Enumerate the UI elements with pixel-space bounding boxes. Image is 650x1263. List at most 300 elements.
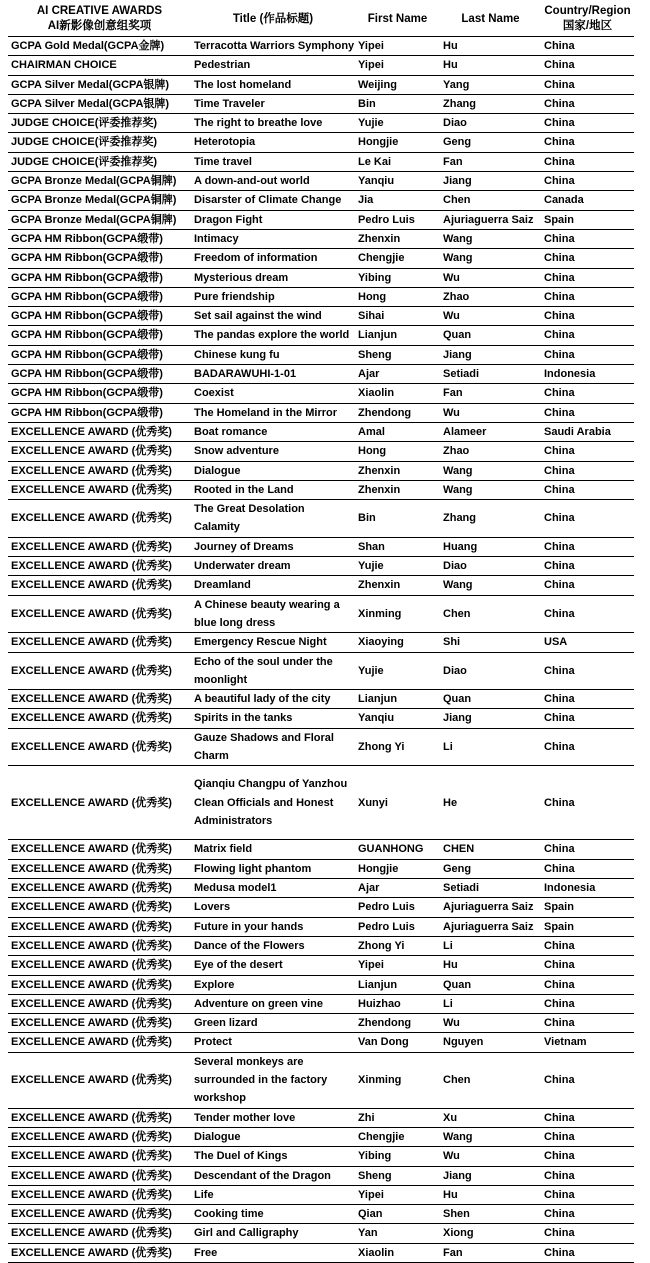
title-cell: Future in your hands — [191, 917, 355, 936]
title-cell: Girl and Calligraphy — [191, 1224, 355, 1243]
country-cell: China — [541, 652, 634, 690]
table-row — [8, 1185, 634, 1204]
last-name-cell: Jiang — [440, 1166, 541, 1185]
title-column-header: Title (作品标题) — [191, 2, 355, 37]
country-cell: China — [541, 936, 634, 955]
table-row — [8, 287, 634, 306]
country-cell: China — [541, 114, 634, 133]
table-row — [8, 210, 634, 229]
title-cell: The right to breathe love — [191, 114, 355, 133]
last-name-cell: Wang — [440, 480, 541, 499]
country-cell: China — [541, 1052, 634, 1108]
title-cell: Snow adventure — [191, 442, 355, 461]
country-cell: China — [541, 56, 634, 75]
last-name-cell: Jiang — [440, 709, 541, 728]
award-cell: GCPA Bronze Medal(GCPA铜牌) — [8, 172, 191, 191]
last-name-cell: Geng — [440, 133, 541, 152]
first-name-cell: Xinming — [355, 1052, 440, 1108]
title-cell: Explore — [191, 975, 355, 994]
title-cell: Dragon Fight — [191, 210, 355, 229]
country-cell: Indonesia — [541, 879, 634, 898]
first-name-cell: Yipei — [355, 56, 440, 75]
last-name-cell: Xu — [440, 1108, 541, 1127]
table-row — [8, 94, 634, 113]
award-cell: EXCELLENCE AWARD (优秀奖) — [8, 728, 191, 766]
last-name-cell: Hu — [440, 956, 541, 975]
first-name-cell: Sheng — [355, 345, 440, 364]
country-cell: China — [541, 956, 634, 975]
title-cell: Medusa model1 — [191, 879, 355, 898]
first-name-cell: Sheng — [355, 1166, 440, 1185]
first-name-cell: Hongjie — [355, 859, 440, 878]
award-cell: EXCELLENCE AWARD (优秀奖) — [8, 422, 191, 441]
award-cell: GCPA HM Ribbon(GCPA缎带) — [8, 345, 191, 364]
table-row — [8, 191, 634, 210]
award-cell: EXCELLENCE AWARD (优秀奖) — [8, 1033, 191, 1052]
country-cell: China — [541, 152, 634, 171]
first-name-cell: Pedro Luis — [355, 917, 440, 936]
country-cell: China — [541, 480, 634, 499]
award-cell: GCPA HM Ribbon(GCPA缎带) — [8, 365, 191, 384]
last-name-cell: Wang — [440, 229, 541, 248]
award-cell: EXCELLENCE AWARD (优秀奖) — [8, 500, 191, 538]
country-cell: China — [541, 537, 634, 556]
first-name-cell: Xinming — [355, 595, 440, 633]
title-cell: Mysterious dream — [191, 268, 355, 287]
country-header-line1: Country/Region — [544, 5, 631, 17]
title-cell: The Duel of Kings — [191, 1147, 355, 1166]
table-body — [8, 37, 634, 1263]
country-cell: China — [541, 172, 634, 191]
first-name-cell: Hong — [355, 442, 440, 461]
last-name-cell: Quan — [440, 326, 541, 345]
title-cell: Cooking time — [191, 1205, 355, 1224]
country-cell: China — [541, 595, 634, 633]
country-cell: China — [541, 1243, 634, 1262]
title-cell: Journey of Dreams — [191, 537, 355, 556]
last-name-cell: Jiang — [440, 345, 541, 364]
last-name-cell: Geng — [440, 859, 541, 878]
last-name-cell: Quan — [440, 975, 541, 994]
award-cell: EXCELLENCE AWARD (优秀奖) — [8, 994, 191, 1013]
award-cell: JUDGE CHOICE(评委推荐奖) — [8, 152, 191, 171]
first-name-cell: Huizhao — [355, 994, 440, 1013]
table-row — [8, 152, 634, 171]
country-cell: China — [541, 859, 634, 878]
award-cell: EXCELLENCE AWARD (优秀奖) — [8, 1185, 191, 1204]
title-cell: Emergency Rescue Night — [191, 633, 355, 652]
first-name-cell: Amal — [355, 422, 440, 441]
award-cell: EXCELLENCE AWARD (优秀奖) — [8, 1127, 191, 1146]
award-cell: EXCELLENCE AWARD (优秀奖) — [8, 576, 191, 595]
last-name-cell: Diao — [440, 557, 541, 576]
first-name-cell: Pedro Luis — [355, 210, 440, 229]
table-row — [8, 840, 634, 859]
title-cell: The Homeland in the Mirror — [191, 403, 355, 422]
award-cell: EXCELLENCE AWARD (优秀奖) — [8, 690, 191, 709]
table-row — [8, 56, 634, 75]
first-name-cell: Lianjun — [355, 690, 440, 709]
award-cell: EXCELLENCE AWARD (优秀奖) — [8, 975, 191, 994]
last-name-cell: CHEN — [440, 840, 541, 859]
country-cell: China — [541, 1147, 634, 1166]
title-cell: The lost homeland — [191, 75, 355, 94]
first-name-cell: Yipei — [355, 37, 440, 56]
first-name-cell: Zhenxin — [355, 576, 440, 595]
last-name-cell: Ajuriaguerra Saiz — [440, 898, 541, 917]
title-cell: Dreamland — [191, 576, 355, 595]
table-row — [8, 898, 634, 917]
country-cell: China — [541, 576, 634, 595]
award-cell: GCPA Bronze Medal(GCPA铜牌) — [8, 191, 191, 210]
table-row — [8, 500, 634, 538]
title-cell: Qianqiu Changpu of Yanzhou Clean Officials and Honest Administrators — [191, 766, 355, 840]
last-name-cell: Hu — [440, 56, 541, 75]
title-cell: Dance of the Flowers — [191, 936, 355, 955]
country-cell: China — [541, 442, 634, 461]
first-name-cell: Xiaolin — [355, 1243, 440, 1262]
country-cell: China — [541, 557, 634, 576]
country-cell: China — [541, 461, 634, 480]
first-name-cell: Yibing — [355, 1147, 440, 1166]
award-cell: GCPA HM Ribbon(GCPA缎带) — [8, 229, 191, 248]
last-name-cell: Zhao — [440, 442, 541, 461]
country-cell: China — [541, 728, 634, 766]
first-name-cell: Zhendong — [355, 1014, 440, 1033]
first-name-cell: Weijing — [355, 75, 440, 94]
last-name-cell: He — [440, 766, 541, 840]
country-cell: China — [541, 249, 634, 268]
country-cell: China — [541, 75, 634, 94]
award-cell: GCPA HM Ribbon(GCPA缎带) — [8, 249, 191, 268]
first-name-cell: Yipei — [355, 956, 440, 975]
title-cell: Descendant of the Dragon — [191, 1166, 355, 1185]
title-cell: Matrix field — [191, 840, 355, 859]
award-cell: EXCELLENCE AWARD (优秀奖) — [8, 917, 191, 936]
country-cell: China — [541, 690, 634, 709]
table-row — [8, 307, 634, 326]
title-cell: Life — [191, 1185, 355, 1204]
title-cell: Green lizard — [191, 1014, 355, 1033]
last-name-cell: Li — [440, 728, 541, 766]
last-name-cell: Wang — [440, 461, 541, 480]
first-name-cell: Le Kai — [355, 152, 440, 171]
last-name-cell: Chen — [440, 191, 541, 210]
first-name-cell: Sihai — [355, 307, 440, 326]
country-column-header — [541, 2, 634, 37]
first-name-cell: Yanqiu — [355, 709, 440, 728]
first-name-cell: Pedro Luis — [355, 898, 440, 917]
table-row — [8, 384, 634, 403]
award-cell: EXCELLENCE AWARD (优秀奖) — [8, 709, 191, 728]
table-row — [8, 326, 634, 345]
award-cell: EXCELLENCE AWARD (优秀奖) — [8, 1243, 191, 1262]
award-cell: EXCELLENCE AWARD (优秀奖) — [8, 1108, 191, 1127]
table-row — [8, 1108, 634, 1127]
last-name-cell: Shen — [440, 1205, 541, 1224]
country-cell: Spain — [541, 917, 634, 936]
table-row — [8, 766, 634, 840]
title-cell: Gauze Shadows and Floral Charm — [191, 728, 355, 766]
awards-table — [8, 2, 634, 1263]
table-row — [8, 422, 634, 441]
last-name-cell: Hu — [440, 37, 541, 56]
country-cell: China — [541, 975, 634, 994]
country-cell: China — [541, 345, 634, 364]
table-row — [8, 595, 634, 633]
title-cell: The pandas explore the world — [191, 326, 355, 345]
country-cell: China — [541, 994, 634, 1013]
country-cell: China — [541, 840, 634, 859]
title-cell: Pure friendship — [191, 287, 355, 306]
last-name-cell: Nguyen — [440, 1033, 541, 1052]
award-cell: EXCELLENCE AWARD (优秀奖) — [8, 1166, 191, 1185]
title-cell: Chinese kung fu — [191, 345, 355, 364]
table-row — [8, 1243, 634, 1262]
country-cell: Spain — [541, 210, 634, 229]
first-name-cell: Jia — [355, 191, 440, 210]
first-name-cell: Ajar — [355, 879, 440, 898]
award-cell: CHAIRMAN CHOICE — [8, 56, 191, 75]
award-cell: EXCELLENCE AWARD (优秀奖) — [8, 1052, 191, 1108]
last-name-cell: Fan — [440, 1243, 541, 1262]
country-cell: China — [541, 1014, 634, 1033]
table-row — [8, 365, 634, 384]
first-name-cell: Zhong Yi — [355, 728, 440, 766]
last-name-cell: Ajuriaguerra Saiz — [440, 210, 541, 229]
table-row — [8, 537, 634, 556]
country-cell: China — [541, 1166, 634, 1185]
award-cell: EXCELLENCE AWARD (优秀奖) — [8, 879, 191, 898]
table-row — [8, 994, 634, 1013]
title-cell: Boat romance — [191, 422, 355, 441]
first-name-cell: Yipei — [355, 1185, 440, 1204]
last-name-cell: Yang — [440, 75, 541, 94]
country-cell: Indonesia — [541, 365, 634, 384]
title-cell: Heterotopia — [191, 133, 355, 152]
title-cell: Dialogue — [191, 461, 355, 480]
table-row — [8, 172, 634, 191]
title-cell: Echo of the soul under the moonlight — [191, 652, 355, 690]
last-name-cell: Wu — [440, 268, 541, 287]
table-row — [8, 956, 634, 975]
title-cell: Disarster of Climate Change — [191, 191, 355, 210]
title-cell: Dialogue — [191, 1127, 355, 1146]
country-cell: China — [541, 268, 634, 287]
last-name-cell: Wang — [440, 576, 541, 595]
first-name-cell: Lianjun — [355, 326, 440, 345]
title-cell: Tender mother love — [191, 1108, 355, 1127]
country-cell: China — [541, 133, 634, 152]
table-row — [8, 690, 634, 709]
first-name-cell: Xiaolin — [355, 384, 440, 403]
title-cell: Coexist — [191, 384, 355, 403]
table-row — [8, 442, 634, 461]
award-cell: EXCELLENCE AWARD (优秀奖) — [8, 537, 191, 556]
award-cell: EXCELLENCE AWARD (优秀奖) — [8, 956, 191, 975]
country-cell: China — [541, 1127, 634, 1146]
country-cell: Vietnam — [541, 1033, 634, 1052]
last-name-cell: Wu — [440, 307, 541, 326]
country-cell: Spain — [541, 898, 634, 917]
table-row — [8, 1147, 634, 1166]
last-name-cell: Hu — [440, 1185, 541, 1204]
title-cell: Rooted in the Land — [191, 480, 355, 499]
table-row — [8, 1014, 634, 1033]
last-name-cell: Wu — [440, 403, 541, 422]
table-row — [8, 936, 634, 955]
last-name-cell: Quan — [440, 690, 541, 709]
table-row — [8, 1127, 634, 1146]
country-cell: China — [541, 1185, 634, 1204]
last-name-cell: Li — [440, 994, 541, 1013]
award-cell: GCPA Bronze Medal(GCPA铜牌) — [8, 210, 191, 229]
table-row — [8, 728, 634, 766]
award-cell: GCPA HM Ribbon(GCPA缎带) — [8, 307, 191, 326]
first-name-cell: Yan — [355, 1224, 440, 1243]
country-cell: China — [541, 307, 634, 326]
last-name-cell: Wang — [440, 1127, 541, 1146]
last-name-cell: Jiang — [440, 172, 541, 191]
title-cell: The Great Desolation Calamity — [191, 500, 355, 538]
last-name-cell: Zhang — [440, 94, 541, 113]
last-name-column-header: Last Name — [440, 2, 541, 37]
first-name-cell: GUANHONG — [355, 840, 440, 859]
last-name-cell: Setiadi — [440, 879, 541, 898]
last-name-cell: Fan — [440, 384, 541, 403]
table-row — [8, 480, 634, 499]
first-name-cell: Yibing — [355, 268, 440, 287]
table-row — [8, 917, 634, 936]
last-name-cell: Wang — [440, 249, 541, 268]
title-cell: Set sail against the wind — [191, 307, 355, 326]
first-name-cell: Bin — [355, 500, 440, 538]
last-name-cell: Diao — [440, 114, 541, 133]
award-cell: EXCELLENCE AWARD (优秀奖) — [8, 1205, 191, 1224]
award-cell: EXCELLENCE AWARD (优秀奖) — [8, 442, 191, 461]
table-row — [8, 403, 634, 422]
header-row — [8, 2, 634, 37]
table-row — [8, 1166, 634, 1185]
table-row — [8, 461, 634, 480]
last-name-cell: Zhang — [440, 500, 541, 538]
award-cell: JUDGE CHOICE(评委推荐奖) — [8, 114, 191, 133]
country-cell: China — [541, 766, 634, 840]
title-cell: Intimacy — [191, 229, 355, 248]
award-cell: GCPA HM Ribbon(GCPA缎带) — [8, 326, 191, 345]
first-name-cell: Shan — [355, 537, 440, 556]
first-name-cell: Van Dong — [355, 1033, 440, 1052]
table-row — [8, 975, 634, 994]
table-row — [8, 652, 634, 690]
title-cell: Time Traveler — [191, 94, 355, 113]
last-name-cell: Huang — [440, 537, 541, 556]
award-cell: EXCELLENCE AWARD (优秀奖) — [8, 595, 191, 633]
title-cell: Spirits in the tanks — [191, 709, 355, 728]
table-row — [8, 75, 634, 94]
table-row — [8, 133, 634, 152]
last-name-cell: Xiong — [440, 1224, 541, 1243]
table-row — [8, 1205, 634, 1224]
award-cell: JUDGE CHOICE(评委推荐奖) — [8, 133, 191, 152]
award-cell: EXCELLENCE AWARD (优秀奖) — [8, 480, 191, 499]
award-cell: EXCELLENCE AWARD (优秀奖) — [8, 1147, 191, 1166]
first-name-cell: Zhong Yi — [355, 936, 440, 955]
first-name-cell: Hongjie — [355, 133, 440, 152]
title-cell: A down-and-out world — [191, 172, 355, 191]
country-cell: China — [541, 1224, 634, 1243]
table-row — [8, 268, 634, 287]
title-cell: Time travel — [191, 152, 355, 171]
award-cell: EXCELLENCE AWARD (优秀奖) — [8, 859, 191, 878]
first-name-cell: Zhenxin — [355, 461, 440, 480]
country-cell: China — [541, 1108, 634, 1127]
last-name-cell: Wu — [440, 1014, 541, 1033]
title-cell: Several monkeys are surrounded in the factory workshop — [191, 1052, 355, 1108]
country-cell: China — [541, 94, 634, 113]
award-cell: EXCELLENCE AWARD (优秀奖) — [8, 557, 191, 576]
award-cell: GCPA Gold Medal(GCPA金牌) — [8, 37, 191, 56]
title-cell: Free — [191, 1243, 355, 1262]
country-cell: China — [541, 287, 634, 306]
last-name-cell: Zhao — [440, 287, 541, 306]
award-column-header — [8, 2, 191, 37]
award-cell: EXCELLENCE AWARD (优秀奖) — [8, 840, 191, 859]
country-cell: Saudi Arabia — [541, 422, 634, 441]
first-name-cell: Lianjun — [355, 975, 440, 994]
first-name-cell: Xiaoying — [355, 633, 440, 652]
table-row — [8, 1052, 634, 1108]
award-cell: EXCELLENCE AWARD (优秀奖) — [8, 652, 191, 690]
award-cell: GCPA HM Ribbon(GCPA缎带) — [8, 268, 191, 287]
country-cell: USA — [541, 633, 634, 652]
award-cell: GCPA Silver Medal(GCPA银牌) — [8, 75, 191, 94]
last-name-cell: Fan — [440, 152, 541, 171]
first-name-cell: Yujie — [355, 557, 440, 576]
last-name-cell: Chen — [440, 1052, 541, 1108]
last-name-cell: Li — [440, 936, 541, 955]
title-cell: Adventure on green vine — [191, 994, 355, 1013]
award-cell: EXCELLENCE AWARD (优秀奖) — [8, 461, 191, 480]
last-name-cell: Diao — [440, 652, 541, 690]
award-cell: EXCELLENCE AWARD (优秀奖) — [8, 898, 191, 917]
title-cell: A beautiful lady of the city — [191, 690, 355, 709]
table-row — [8, 249, 634, 268]
table-row — [8, 557, 634, 576]
country-cell: China — [541, 326, 634, 345]
country-cell: China — [541, 37, 634, 56]
title-cell: Freedom of information — [191, 249, 355, 268]
table-row — [8, 229, 634, 248]
table-row — [8, 879, 634, 898]
title-cell: Protect — [191, 1033, 355, 1052]
last-name-cell: Wu — [440, 1147, 541, 1166]
first-name-cell: Zhendong — [355, 403, 440, 422]
first-name-cell: Chengjie — [355, 249, 440, 268]
country-cell: China — [541, 384, 634, 403]
first-name-cell: Qian — [355, 1205, 440, 1224]
first-name-cell: Yanqiu — [355, 172, 440, 191]
first-name-cell: Xunyi — [355, 766, 440, 840]
country-cell: China — [541, 500, 634, 538]
last-name-cell: Setiadi — [440, 365, 541, 384]
first-name-column-header: First Name — [355, 2, 440, 37]
first-name-cell: Chengjie — [355, 1127, 440, 1146]
award-cell: EXCELLENCE AWARD (优秀奖) — [8, 936, 191, 955]
country-cell: China — [541, 229, 634, 248]
award-cell: GCPA HM Ribbon(GCPA缎带) — [8, 403, 191, 422]
last-name-cell: Alameer — [440, 422, 541, 441]
